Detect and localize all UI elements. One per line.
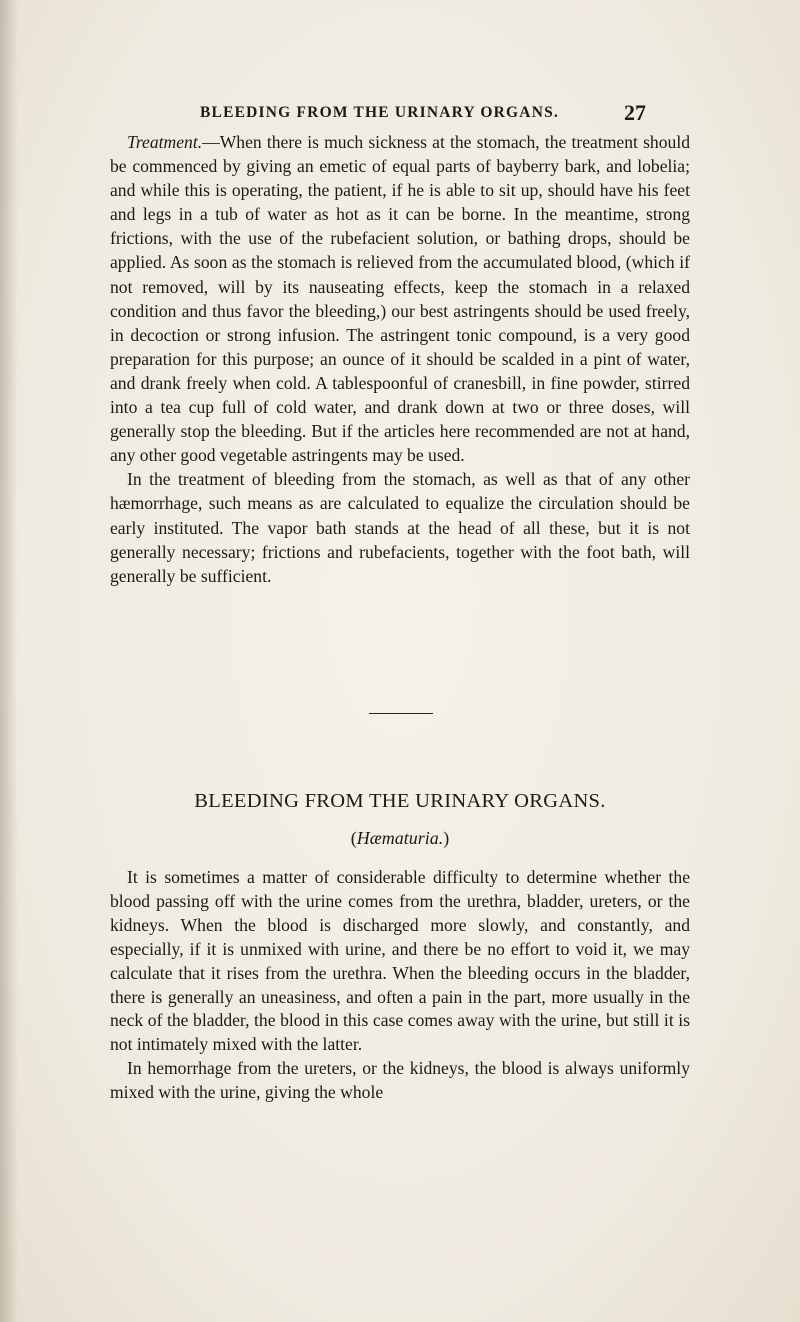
treatment-lead: Treatment. xyxy=(127,132,203,152)
subtitle-latin-term: Hæmaturia. xyxy=(356,828,444,848)
haematuria-section xyxy=(110,866,690,1105)
page-number: 27 xyxy=(624,100,646,125)
treatment-text: —When there is much sickness at the stomach, the treatment should be commenced by giving an emetic of equal parts of bayberry bark, and lobelia; and while this is operating, the patient, if he is able to sit up, should have his feet and legs in a tub of water as hot as it can be borne. In the meantime, strong frictions, with the use of the rubefacient solution, or bathing drops, should be applied. As soon as the stomach is relieved from the accumulated blood, (which if not removed, will by its nauseating effects, keep the stomach in a relaxed condition and thus favor the bleeding,) our best astringents should be used freely, in decoction or strong infusion. The astringent tonic compound, is a very good preparation for this purpose; an ounce of it should be scalded in a pint of water, and drank freely when cold. A tablespoonful of cranesbill, in fine powder, stirred into a tea cup full of cold water, and drank down at two or three doses, will generally stop the bleeding. But if the articles here recommended are not at hand, any other good vegetable astringents may be used. xyxy=(110,132,690,466)
page-header xyxy=(0,100,800,130)
haematuria-paragraph-1: It is sometimes a matter of considerable difficulty to determine whether the blood passing off with the urine comes from the urethra, bladder, ureters, or the kidneys. When the blood is discharged more slowly, and constantly, and especially, if it is unmixed with urine, and there be no effort to void it, we may calculate that it rises from the urethra. When the bleeding occurs in the bladder, there is generally an uneasiness, and often a pain in the part, more usually in the neck of the bladder, the blood in this case comes away with the urine, but still it is not intimately mixed with the latter. xyxy=(110,867,690,1055)
hemorrhage-paragraph: In the treatment of bleeding from the stomach, as well as that of any other hæmorrhage, such means as are calculated to equalize the circulation should be early instituted. The vapor bath stands at the head of all these, but it is not generally necessary; frictions and rubefacients, together with the foot bath, will generally be sufficient. xyxy=(110,469,690,586)
treatment-section xyxy=(110,130,690,588)
section-subtitle: (Hæmaturia.) xyxy=(350,828,450,848)
section-divider xyxy=(369,713,433,714)
running-head: BLEEDING FROM THE URINARY ORGANS. xyxy=(200,104,559,121)
haematuria-paragraph-2: In hemorrhage from the ureters, or the kidneys, the blood is always uniformly mixed with the urine, giving the whole xyxy=(110,1058,690,1103)
binding-gutter-shadow xyxy=(0,0,18,1322)
section-title: BLEEDING FROM THE URINARY ORGANS. xyxy=(194,790,606,812)
treatment-paragraph xyxy=(110,130,690,467)
